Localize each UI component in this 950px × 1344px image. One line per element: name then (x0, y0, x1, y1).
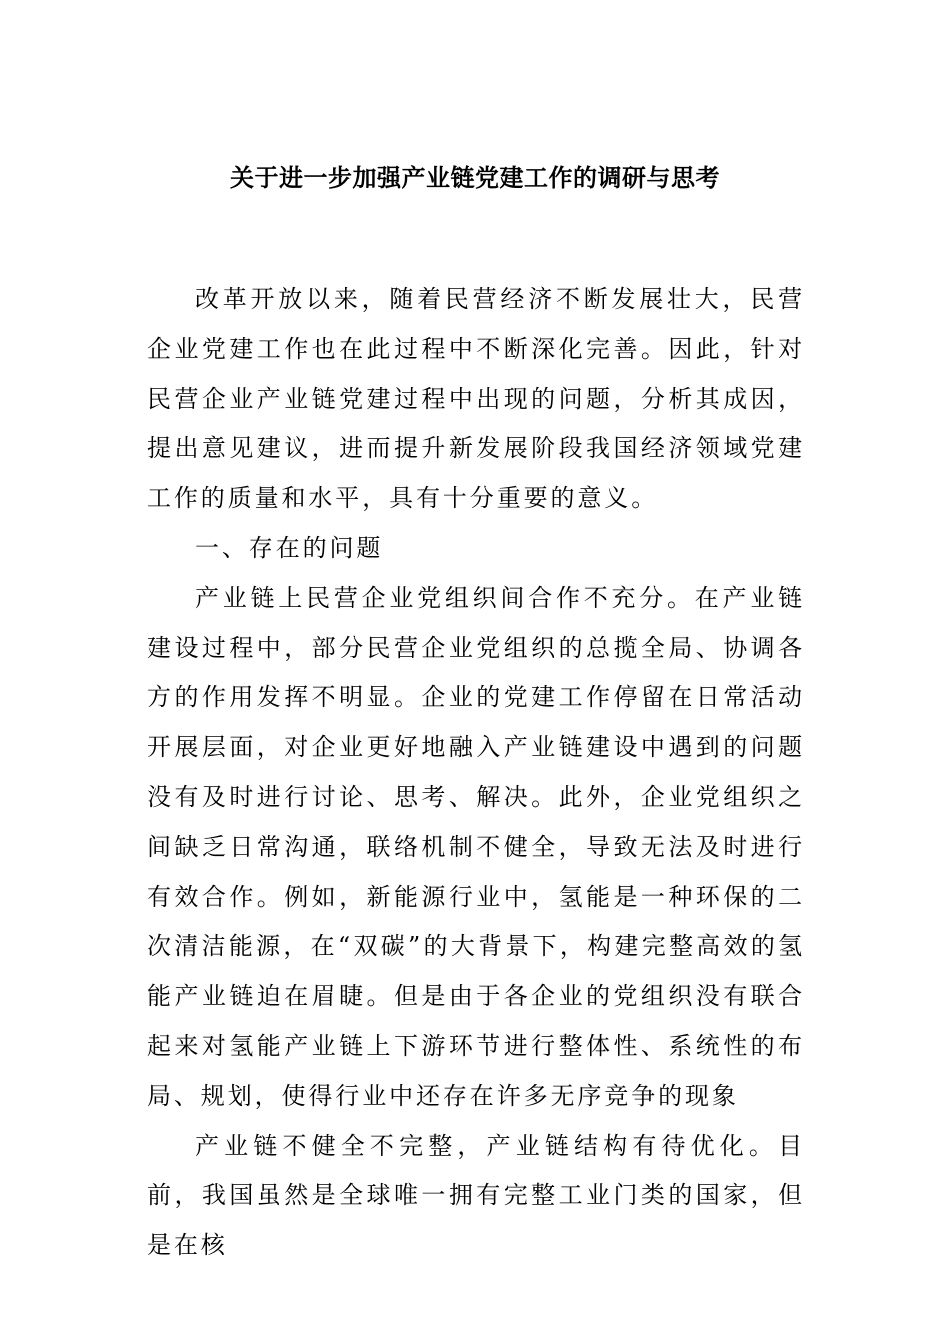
document-title: 关于进一步加强产业链党建工作的调研与思考 (230, 163, 720, 192)
section-heading: 一、存在的问题 (195, 533, 384, 562)
section-paragraph-1: 产业链上民营企业党组织间合作不充分。在产业链建设过程中，部分民营企业党组织的总揽全局、协调各方的作用发挥不明显。企业的党建工作停留在日常活动开展层面，对企业更好地融入产业链建设中遇到的问题没有及时进行讨论、思考、解决。此外，企业党组织之间缺乏日常沟通，联络机制不健全，导致无法及时进行有效合作。例如，新能源行业中，氢能是一种环保的二次清洁能源，在“双碳”的大背景下，构建完整高效的氢能产业链迫在眉睫。但是由于各企业的党组织没有联合起来对氢能产业链上下游环节进行整体性、系统性的布局、规划，使得行业中还存在许多无序竞争的现象 (147, 583, 805, 1110)
intro-paragraph: 改革开放以来，随着民营经济不断发展壮大，民营企业党建工作也在此过程中不断深化完善。因此，针对民营企业产业链党建过程中出现的问题，分析其成因，提出意见建议，进而提升新发展阶段我国经济领域党建工作的质量和水平，具有十分重要的意义。 (147, 285, 805, 513)
section-paragraph-2: 产业链不健全不完整，产业链结构有待优化。目前，我国虽然是全球唯一拥有完整工业门类的国家，但是在核 (147, 1131, 805, 1260)
document-body (147, 275, 805, 1271)
